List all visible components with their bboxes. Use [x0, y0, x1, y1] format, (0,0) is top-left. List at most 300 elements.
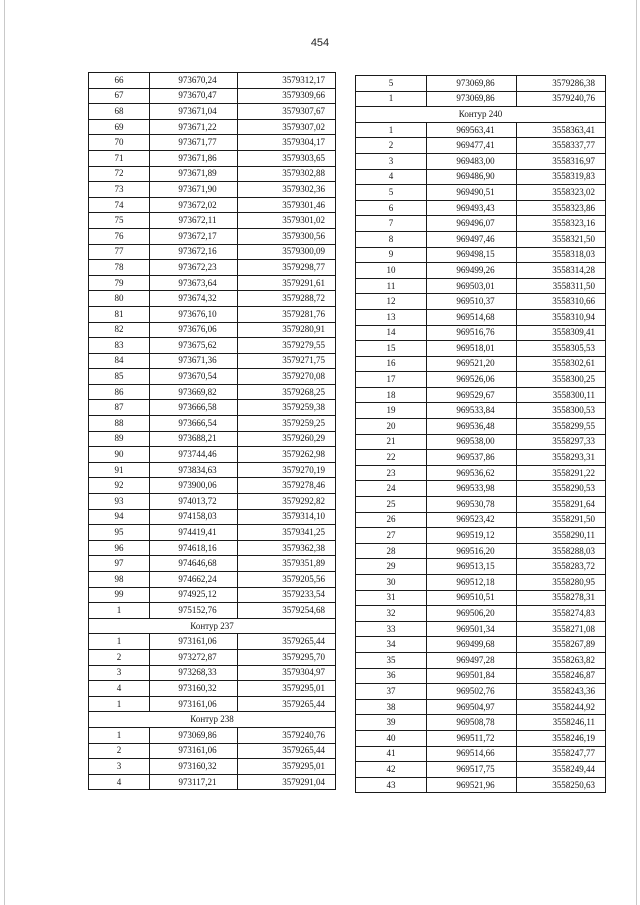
x-coordinate: 974158,03 [150, 509, 238, 525]
point-number: 67 [89, 88, 150, 104]
x-coordinate: 974646,68 [150, 556, 238, 572]
y-coordinate: 3558283,72 [517, 559, 606, 575]
x-coordinate: 973676,10 [150, 306, 238, 322]
table-row [356, 341, 606, 357]
y-coordinate: 3579302,36 [238, 182, 336, 198]
y-coordinate: 3579291,04 [238, 774, 336, 790]
table-row [356, 777, 606, 793]
table-row [356, 185, 606, 201]
point-number: 23 [356, 465, 427, 481]
table-row [356, 652, 606, 668]
point-number: 13 [356, 309, 427, 325]
contour-title: Контур 238 [89, 712, 336, 728]
y-coordinate: 3558291,22 [517, 465, 606, 481]
point-number: 70 [89, 135, 150, 151]
x-coordinate: 969499,26 [427, 263, 517, 279]
table-row [89, 743, 336, 759]
x-coordinate: 969516,76 [427, 325, 517, 341]
point-number: 88 [89, 416, 150, 432]
point-number: 81 [89, 306, 150, 322]
y-coordinate: 3579300,56 [238, 228, 336, 244]
point-number: 2 [356, 138, 427, 154]
x-coordinate: 973670,54 [150, 369, 238, 385]
x-coordinate: 973670,24 [150, 73, 238, 89]
x-coordinate: 969496,07 [427, 216, 517, 232]
point-number: 4 [89, 681, 150, 697]
table-row [356, 372, 606, 388]
x-coordinate: 969486,90 [427, 169, 517, 185]
y-coordinate: 3558323,16 [517, 216, 606, 232]
point-number: 93 [89, 494, 150, 510]
table-row [89, 260, 336, 276]
contour-header-row [89, 618, 336, 634]
table-row [89, 228, 336, 244]
y-coordinate: 3579288,72 [238, 291, 336, 307]
point-number: 1 [89, 727, 150, 743]
scan-edge-right [636, 0, 637, 905]
y-coordinate: 3579279,55 [238, 338, 336, 354]
table-row [89, 88, 336, 104]
x-coordinate: 969518,01 [427, 341, 517, 357]
y-coordinate: 3579233,54 [238, 587, 336, 603]
x-coordinate: 969506,20 [427, 606, 517, 622]
table-row [89, 649, 336, 665]
table-row [356, 746, 606, 762]
table-row [356, 403, 606, 419]
y-coordinate: 3579312,17 [238, 73, 336, 89]
point-number: 86 [89, 384, 150, 400]
table-row [356, 122, 606, 138]
y-coordinate: 3579280,91 [238, 322, 336, 338]
y-coordinate: 3579265,44 [238, 743, 336, 759]
table-row [89, 665, 336, 681]
point-number: 75 [89, 213, 150, 229]
y-coordinate: 3579265,44 [238, 696, 336, 712]
point-number: 94 [89, 509, 150, 525]
point-number: 1 [356, 122, 427, 138]
table-row [89, 509, 336, 525]
y-coordinate: 3579259,25 [238, 416, 336, 432]
x-coordinate: 973672,17 [150, 228, 238, 244]
table-row [356, 668, 606, 684]
point-number: 3 [356, 153, 427, 169]
table-row [356, 730, 606, 746]
y-coordinate: 3558274,83 [517, 606, 606, 622]
table-row [89, 759, 336, 775]
x-coordinate: 969512,18 [427, 575, 517, 591]
x-coordinate: 973688,21 [150, 431, 238, 447]
point-number: 30 [356, 575, 427, 591]
x-coordinate: 969538,00 [427, 434, 517, 450]
point-number: 76 [89, 228, 150, 244]
point-number: 79 [89, 275, 150, 291]
point-number: 66 [89, 73, 150, 89]
point-number: 7 [356, 216, 427, 232]
y-coordinate: 3579341,25 [238, 525, 336, 541]
y-coordinate: 3558288,03 [517, 543, 606, 559]
table-row [89, 353, 336, 369]
y-coordinate: 3579240,76 [238, 727, 336, 743]
x-coordinate: 969497,28 [427, 652, 517, 668]
y-coordinate: 3558323,86 [517, 200, 606, 216]
x-coordinate: 973161,06 [150, 743, 238, 759]
y-coordinate: 3558247,77 [517, 746, 606, 762]
x-coordinate: 973671,90 [150, 182, 238, 198]
y-coordinate: 3579304,17 [238, 135, 336, 151]
table-row [356, 76, 606, 92]
y-coordinate: 3579254,68 [238, 603, 336, 619]
y-coordinate: 3579300,09 [238, 244, 336, 260]
x-coordinate: 973160,32 [150, 681, 238, 697]
table-row [89, 291, 336, 307]
y-coordinate: 3579291,61 [238, 275, 336, 291]
y-coordinate: 3558305,53 [517, 341, 606, 357]
y-coordinate: 3579295,01 [238, 681, 336, 697]
x-coordinate: 973900,06 [150, 478, 238, 494]
y-coordinate: 3558314,28 [517, 263, 606, 279]
table-row [89, 213, 336, 229]
y-coordinate: 3558321,50 [517, 231, 606, 247]
y-coordinate: 3558280,95 [517, 575, 606, 591]
contour-header-row [356, 107, 606, 123]
table-row [356, 91, 606, 107]
x-coordinate: 969523,42 [427, 512, 517, 528]
point-number: 40 [356, 730, 427, 746]
point-number: 92 [89, 478, 150, 494]
point-number: 4 [89, 774, 150, 790]
y-coordinate: 3579205,56 [238, 572, 336, 588]
y-coordinate: 3579270,08 [238, 369, 336, 385]
x-coordinate: 969529,67 [427, 387, 517, 403]
point-number: 10 [356, 263, 427, 279]
x-coordinate: 969537,86 [427, 450, 517, 466]
y-coordinate: 3579265,44 [238, 634, 336, 650]
point-number: 18 [356, 387, 427, 403]
x-coordinate: 973117,21 [150, 774, 238, 790]
table-row [89, 104, 336, 120]
y-coordinate: 3558337,77 [517, 138, 606, 154]
point-number: 84 [89, 353, 150, 369]
table-row [356, 481, 606, 497]
x-coordinate: 973069,86 [150, 727, 238, 743]
x-coordinate: 969497,46 [427, 231, 517, 247]
y-coordinate: 3558246,87 [517, 668, 606, 684]
point-number: 80 [89, 291, 150, 307]
y-coordinate: 3558246,19 [517, 730, 606, 746]
point-number: 4 [356, 169, 427, 185]
y-coordinate: 3558310,94 [517, 309, 606, 325]
x-coordinate: 973676,06 [150, 322, 238, 338]
point-number: 95 [89, 525, 150, 541]
table-row [89, 338, 336, 354]
point-number: 16 [356, 356, 427, 372]
point-number: 83 [89, 338, 150, 354]
table-row [356, 621, 606, 637]
x-coordinate: 973268,33 [150, 665, 238, 681]
x-coordinate: 974925,12 [150, 587, 238, 603]
y-coordinate: 3558293,31 [517, 450, 606, 466]
point-number: 29 [356, 559, 427, 575]
point-number: 8 [356, 231, 427, 247]
x-coordinate: 969501,34 [427, 621, 517, 637]
table-row [89, 727, 336, 743]
point-number: 97 [89, 556, 150, 572]
point-number: 37 [356, 684, 427, 700]
table-row [356, 543, 606, 559]
x-coordinate: 973672,23 [150, 260, 238, 276]
table-row [89, 478, 336, 494]
table-row [356, 450, 606, 466]
point-number: 71 [89, 150, 150, 166]
table-row [89, 447, 336, 463]
x-coordinate: 973675,62 [150, 338, 238, 354]
y-coordinate: 3558302,61 [517, 356, 606, 372]
point-number: 28 [356, 543, 427, 559]
x-coordinate: 969504,97 [427, 699, 517, 715]
y-coordinate: 3579298,77 [238, 260, 336, 276]
point-number: 73 [89, 182, 150, 198]
y-coordinate: 3558309,41 [517, 325, 606, 341]
table-row [89, 182, 336, 198]
y-coordinate: 3579259,38 [238, 400, 336, 416]
point-number: 82 [89, 322, 150, 338]
x-coordinate: 969502,76 [427, 684, 517, 700]
y-coordinate: 3558291,64 [517, 497, 606, 513]
table-row [356, 699, 606, 715]
table-row [356, 200, 606, 216]
y-coordinate: 3579302,88 [238, 166, 336, 182]
point-number: 87 [89, 400, 150, 416]
x-coordinate: 969563,41 [427, 122, 517, 138]
y-coordinate: 3579295,70 [238, 649, 336, 665]
x-coordinate: 973666,54 [150, 416, 238, 432]
y-coordinate: 3558291,50 [517, 512, 606, 528]
y-coordinate: 3579281,76 [238, 306, 336, 322]
table-row [89, 462, 336, 478]
x-coordinate: 969514,68 [427, 309, 517, 325]
x-coordinate: 973671,89 [150, 166, 238, 182]
y-coordinate: 3579260,29 [238, 431, 336, 447]
table-row [356, 637, 606, 653]
x-coordinate: 973672,11 [150, 213, 238, 229]
table-row [356, 263, 606, 279]
point-number: 9 [356, 247, 427, 263]
x-coordinate: 969521,96 [427, 777, 517, 793]
table-row [356, 294, 606, 310]
point-number: 90 [89, 447, 150, 463]
table-row [356, 762, 606, 778]
x-coordinate: 969510,37 [427, 294, 517, 310]
table-row [356, 575, 606, 591]
y-coordinate: 3558263,82 [517, 652, 606, 668]
x-coordinate: 973744,46 [150, 447, 238, 463]
point-number: 2 [89, 649, 150, 665]
x-coordinate: 969530,78 [427, 497, 517, 513]
table-row [89, 322, 336, 338]
point-number: 3 [89, 759, 150, 775]
point-number: 17 [356, 372, 427, 388]
x-coordinate: 973666,58 [150, 400, 238, 416]
y-coordinate: 3558290,11 [517, 528, 606, 544]
y-coordinate: 3558310,66 [517, 294, 606, 310]
x-coordinate: 973160,32 [150, 759, 238, 775]
point-number: 74 [89, 197, 150, 213]
table-row [356, 216, 606, 232]
point-number: 5 [356, 76, 427, 92]
point-number: 43 [356, 777, 427, 793]
point-number: 99 [89, 587, 150, 603]
point-number: 91 [89, 462, 150, 478]
y-coordinate: 3579286,38 [517, 76, 606, 92]
x-coordinate: 973669,82 [150, 384, 238, 400]
x-coordinate: 969517,75 [427, 762, 517, 778]
table-row [356, 387, 606, 403]
table-row [89, 774, 336, 790]
y-coordinate: 3558246,11 [517, 715, 606, 731]
point-number: 24 [356, 481, 427, 497]
y-coordinate: 3558271,08 [517, 621, 606, 637]
table-row [89, 150, 336, 166]
x-coordinate: 973671,77 [150, 135, 238, 151]
point-number: 14 [356, 325, 427, 341]
x-coordinate: 969533,84 [427, 403, 517, 419]
y-coordinate: 3558278,31 [517, 590, 606, 606]
y-coordinate: 3579314,10 [238, 509, 336, 525]
point-number: 78 [89, 260, 150, 276]
y-coordinate: 3558311,50 [517, 278, 606, 294]
point-number: 20 [356, 419, 427, 435]
point-number: 26 [356, 512, 427, 528]
table-row [89, 416, 336, 432]
point-number: 38 [356, 699, 427, 715]
point-number: 12 [356, 294, 427, 310]
x-coordinate: 973161,06 [150, 696, 238, 712]
table-row [356, 590, 606, 606]
coordinates-table-right [355, 75, 606, 793]
y-coordinate: 3558243,36 [517, 684, 606, 700]
table-row [356, 465, 606, 481]
x-coordinate: 969513,15 [427, 559, 517, 575]
table-row [356, 715, 606, 731]
x-coordinate: 973272,87 [150, 649, 238, 665]
x-coordinate: 973672,16 [150, 244, 238, 260]
x-coordinate: 969508,78 [427, 715, 517, 731]
table-row [356, 684, 606, 700]
point-number: 5 [356, 185, 427, 201]
x-coordinate: 969499,68 [427, 637, 517, 653]
point-number: 2 [89, 743, 150, 759]
x-coordinate: 974013,72 [150, 494, 238, 510]
x-coordinate: 969483,00 [427, 153, 517, 169]
x-coordinate: 975152,76 [150, 603, 238, 619]
y-coordinate: 3558244,92 [517, 699, 606, 715]
y-coordinate: 3579278,46 [238, 478, 336, 494]
x-coordinate: 969521,20 [427, 356, 517, 372]
point-number: 11 [356, 278, 427, 294]
y-coordinate: 3579351,89 [238, 556, 336, 572]
table-row [356, 356, 606, 372]
x-coordinate: 969526,06 [427, 372, 517, 388]
x-coordinate: 969503,01 [427, 278, 517, 294]
point-number: 1 [356, 91, 427, 107]
y-coordinate: 3579268,25 [238, 384, 336, 400]
point-number: 35 [356, 652, 427, 668]
table-row [356, 153, 606, 169]
point-number: 39 [356, 715, 427, 731]
x-coordinate: 969501,84 [427, 668, 517, 684]
table-row [89, 587, 336, 603]
x-coordinate: 974662,24 [150, 572, 238, 588]
table-row [356, 309, 606, 325]
x-coordinate: 969493,43 [427, 200, 517, 216]
y-coordinate: 3558363,41 [517, 122, 606, 138]
x-coordinate: 974618,16 [150, 540, 238, 556]
table-row [356, 169, 606, 185]
x-coordinate: 974419,41 [150, 525, 238, 541]
contour-title: Контур 240 [356, 107, 606, 123]
x-coordinate: 973161,06 [150, 634, 238, 650]
y-coordinate: 3579303,65 [238, 150, 336, 166]
point-number: 85 [89, 369, 150, 385]
x-coordinate: 973670,47 [150, 88, 238, 104]
table-row [356, 528, 606, 544]
y-coordinate: 3558300,11 [517, 387, 606, 403]
x-coordinate: 969536,62 [427, 465, 517, 481]
table-row [356, 497, 606, 513]
x-coordinate: 973069,86 [427, 76, 517, 92]
table-row [89, 400, 336, 416]
table-row [89, 494, 336, 510]
table-row [356, 434, 606, 450]
y-coordinate: 3558316,97 [517, 153, 606, 169]
point-number: 25 [356, 497, 427, 513]
y-coordinate: 3579271,75 [238, 353, 336, 369]
table-row [89, 556, 336, 572]
y-coordinate: 3579295,01 [238, 759, 336, 775]
x-coordinate: 969477,41 [427, 138, 517, 154]
y-coordinate: 3558319,83 [517, 169, 606, 185]
point-number: 41 [356, 746, 427, 762]
point-number: 3 [89, 665, 150, 681]
y-coordinate: 3558249,44 [517, 762, 606, 778]
table-row [356, 231, 606, 247]
point-number: 32 [356, 606, 427, 622]
y-coordinate: 3579292,82 [238, 494, 336, 510]
point-number: 34 [356, 637, 427, 653]
y-coordinate: 3579301,46 [238, 197, 336, 213]
point-number: 1 [89, 634, 150, 650]
point-number: 27 [356, 528, 427, 544]
point-number: 96 [89, 540, 150, 556]
table-row [89, 634, 336, 650]
x-coordinate: 973671,36 [150, 353, 238, 369]
contour-title: Контур 237 [89, 618, 336, 634]
y-coordinate: 3558297,33 [517, 434, 606, 450]
point-number: 98 [89, 572, 150, 588]
table-row [89, 696, 336, 712]
table-row [89, 306, 336, 322]
table-row [89, 681, 336, 697]
table-row [89, 540, 336, 556]
x-coordinate: 969490,51 [427, 185, 517, 201]
y-coordinate: 3579309,66 [238, 88, 336, 104]
table-row [89, 572, 336, 588]
x-coordinate: 973671,04 [150, 104, 238, 120]
table-row [89, 525, 336, 541]
table-row [89, 197, 336, 213]
table-row [356, 278, 606, 294]
y-coordinate: 3558267,89 [517, 637, 606, 653]
